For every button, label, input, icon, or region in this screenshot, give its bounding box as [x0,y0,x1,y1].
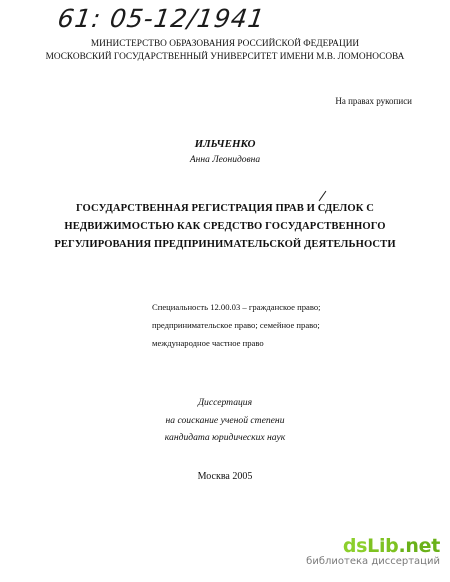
author-name: Анна Леонидовна [189,155,261,165]
dissertation-title [0,200,450,254]
specialty-line-2: предпринимательское право; семейное право; [152,320,320,330]
city-year: Москва 2005 [197,471,253,482]
degree-field-line: кандидата юридических наук [164,432,286,443]
specialty-block [152,298,321,352]
watermark [306,535,440,567]
logo-net: .net [398,535,440,557]
dslib-logo [306,535,440,557]
title-line-3: РЕГУЛИРОВАНИЯ ПРЕДПРИНИМАТЕЛЬСКОЙ ДЕЯТЕЛЬНОСТИ [54,239,396,250]
title-line-1: ГОСУДАРСТВЕННАЯ РЕГИСТРАЦИЯ ПРАВ И СДЕЛОК С [75,203,374,214]
dissertation-label: Диссертация [197,397,253,408]
watermark-subtitle: библиотека диссертаций [306,556,440,567]
author-surname: ИЛЬЧЕНКО [194,138,256,150]
degree-line: на соискание ученой степени [165,414,285,426]
logo-lib: Lib [367,535,399,557]
specialty-line-3: международное частное право [152,338,264,348]
ministry-line-1: МИНИСТЕРСТВО ОБРАЗОВАНИЯ РОССИЙСКОЙ ФЕДЕРАЦИИ [90,39,360,49]
rights-note: На правах рукописи [335,96,412,106]
university-line: МОСКОВСКИЙ ГОСУДАРСТВЕННЫЙ УНИВЕРСИТЕТ ИМЕНИ М.В. ЛОМОНОСОВА [45,52,405,62]
title-line-2: НЕДВИЖИМОСТЬЮ КАК СРЕДСТВО ГОСУДАРСТВЕННОГО [64,221,386,232]
handwritten-archive-number: 61: 05-12/1941 [55,4,267,33]
specialty-line-1: Специальность 12.00.03 – гражданское право; [152,302,321,312]
dissertation-type-block [0,394,450,447]
logo-ds: ds [342,535,368,557]
ministry-header [0,38,450,64]
